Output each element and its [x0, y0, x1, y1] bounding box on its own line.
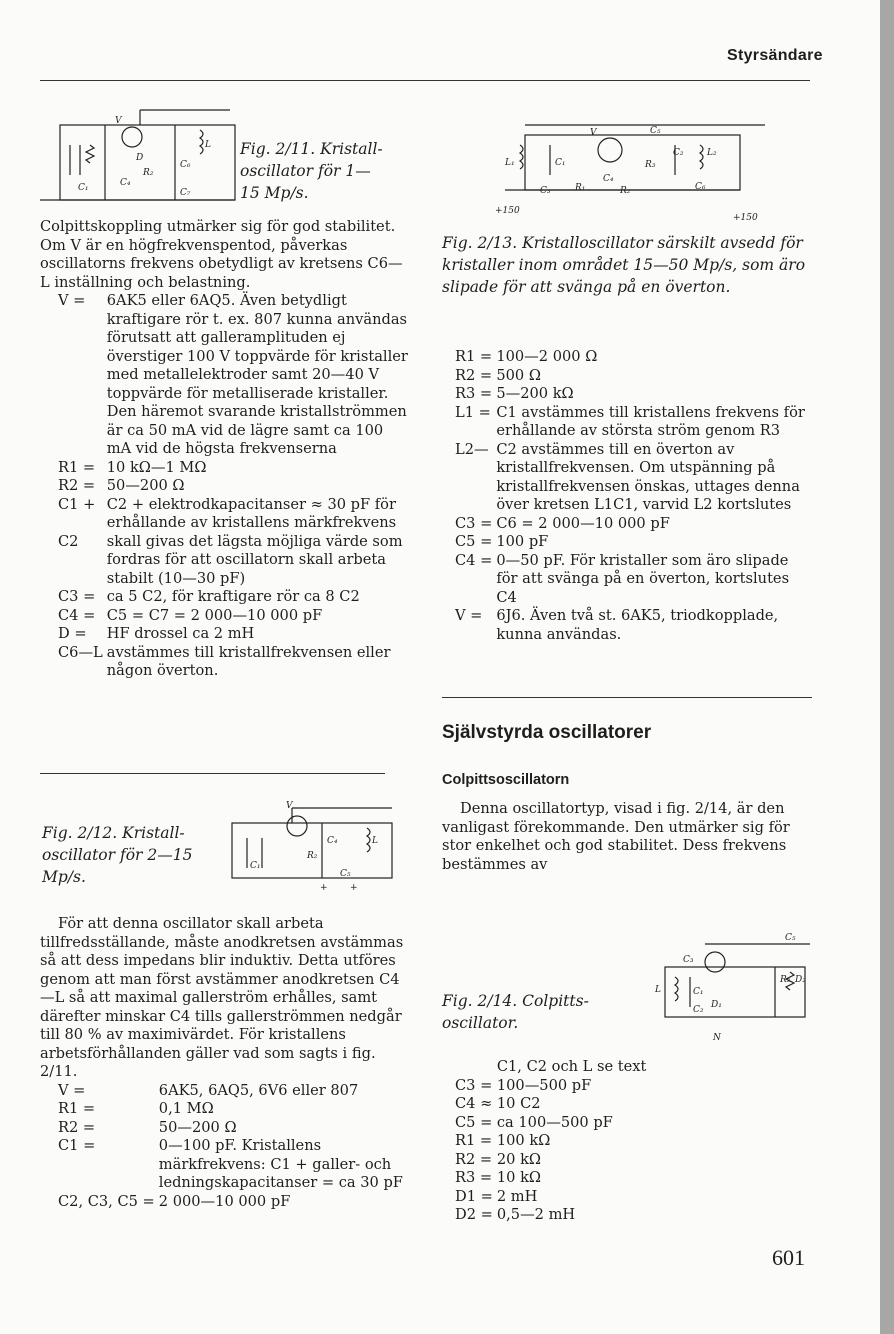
fig-2-12-specs: [58, 1082, 410, 1212]
section-text: [442, 800, 810, 874]
header-rule: [40, 80, 810, 81]
spec-value: 100—500 pF: [496, 1076, 592, 1094]
spec-key: R2 =: [58, 1118, 96, 1136]
svg-text:R₃: R₃: [780, 975, 791, 985]
svg-text:L₂: L₂: [707, 148, 717, 158]
svg-text:C₆: C₆: [695, 182, 706, 192]
schematic-fig-2-12: [222, 798, 402, 893]
spec-value: 0,1 MΩ: [158, 1100, 214, 1117]
fig-2-14-caption: Fig. 2/14. Colpitts- oscillator.: [442, 992, 589, 1032]
spec-value: 2 000—10 000 pF: [158, 1192, 291, 1210]
spec-key: R2 =: [455, 366, 493, 384]
fig-2-11-specs: [58, 292, 410, 681]
spec-value: 10 kΩ: [496, 1169, 542, 1186]
plus-label: +: [350, 883, 358, 893]
section-paragraph: Denna oscillatortyp, visad i fig. 2/14, är den vanligast förekommande. Den utmärker sig för stor enkelhet och god stabilitet. Dess frekvens bestämmes av: [442, 800, 790, 873]
svg-text:D₂: D₂: [795, 975, 806, 985]
spec-value: ca 5 C2, för kraftigare rör ca 8 C2: [106, 588, 360, 605]
svg-text:V: V: [286, 801, 293, 811]
spec-value: 100 kΩ: [496, 1132, 551, 1149]
svg-text:C₁: C₁: [555, 158, 566, 168]
spec-value: 5—200 kΩ: [496, 385, 574, 402]
svg-text:C₃: C₃: [540, 186, 551, 196]
svg-text:C₄: C₄: [603, 174, 614, 184]
spec-key: C1 =: [58, 1137, 96, 1154]
schematic-fig-2-13: [495, 105, 765, 225]
fig-2-12-text: [40, 915, 410, 1211]
spec-value: 50—200 Ω: [158, 1118, 237, 1136]
svg-text:C₄: C₄: [120, 178, 131, 188]
spec-value: 6J6. Även två st. 6AK5, triodkopplade, kunna användas.: [496, 607, 779, 643]
spec-key: R2 =: [455, 1150, 493, 1168]
spec-key: C3 =: [455, 1076, 493, 1094]
running-header: Styrsändare: [727, 47, 823, 64]
spec-value: C5 = C7 = 2 000—10 000 pF: [106, 606, 323, 624]
svg-text:C₁: C₁: [693, 987, 704, 997]
spec-value: avstämmes till kristallfrekvensen eller någon överton.: [106, 643, 391, 679]
spec-value: 50—200 Ω: [106, 477, 185, 494]
fig-2-12-caption: Fig. 2/12. Kristall- oscillator för 2—15 Mp/s.: [42, 824, 193, 886]
fig-2-13-specs: [455, 348, 810, 644]
spec-key: D =: [58, 625, 87, 642]
svg-text:R₂: R₂: [620, 186, 631, 196]
svg-text:C₁: C₁: [78, 183, 89, 193]
spec-key: C2: [58, 532, 79, 550]
fig-2-13-caption: Fig. 2/13. Kristalloscillator särskilt avsedd för kristaller inom området 15—50 Mp/s, som äro slipade för att svänga på en överton.: [442, 234, 806, 296]
spec-key: D1 =: [455, 1187, 493, 1205]
schematic-fig-2-14: [645, 932, 810, 1042]
spec-value: 10 kΩ—1 MΩ: [106, 458, 207, 476]
spec-value: 0,5—2 mH: [496, 1206, 576, 1223]
spec-key: C2, C3, C5 =: [58, 1192, 155, 1210]
spec-key: R1 =: [455, 348, 493, 365]
svg-text:R₂: R₂: [307, 851, 318, 861]
spec-value: 500 Ω: [496, 366, 541, 384]
svg-text:C₅: C₅: [785, 933, 796, 943]
spec-key: C6—L: [58, 643, 103, 661]
spec-key: [455, 1058, 493, 1077]
spec-key: C4 =: [455, 551, 493, 569]
spec-value: 100—2 000 Ω: [496, 348, 598, 365]
spec-value: C2 + elektrodkapacitanser ≈ 30 pF för erhållande av kristallens märkfrekvens: [106, 495, 397, 531]
svg-text:L: L: [372, 836, 378, 846]
spec-key: R1 =: [58, 1100, 96, 1117]
spec-value: 2 mH: [496, 1187, 538, 1205]
svg-text:C₄: C₄: [327, 836, 338, 846]
spec-key: C4 =: [58, 606, 96, 624]
svg-text:N: N: [713, 1033, 721, 1043]
schematic-fig-2-11: [40, 105, 240, 215]
spec-value: 6AK5 eller 6AQ5. Även betydligt kraftigare rör t. ex. 807 kunna användas förutsatt att galleramplituden ej överstiger 100 V toppvärde för kristaller med metallelektroder samt 20—40 V toppvärde för metalliserade kristaller. Den häremot svarande kristallströmmen är ca 50 mA vid de lägre samt ca 100 mA vid de högsta frekvenserna: [106, 292, 408, 457]
svg-text:D: D: [136, 153, 144, 163]
svg-text:V: V: [590, 128, 597, 138]
fig-2-11-paragraph: Colpittskoppling utmärker sig för god stabilitet. Om V är en högfrekvenspentod, påverkas oscillatorns frekvens obetydligt av kretsens C6—L inställning och belastning.: [40, 218, 403, 291]
page-number: 601: [772, 1245, 805, 1270]
spec-key: L2—: [455, 440, 489, 458]
svg-text:L: L: [205, 140, 211, 150]
plus-label: +: [320, 883, 328, 893]
spec-value: 0—50 pF. För kristaller som äro slipade för att svänga på en överton, kortslutes C4: [496, 551, 790, 606]
spec-key: R3 =: [455, 385, 493, 402]
spec-value: C2 avstämmes till en överton av kristallfrekvensen. Om utspänning på kristallfrekvensen önskas, uttages denna över kretsen L1C1, varvid L2 kortslutes: [496, 440, 800, 513]
svg-text:C₅: C₅: [340, 869, 351, 879]
spec-key: L1 =: [455, 403, 491, 421]
spec-key: C4 ≈: [455, 1095, 493, 1112]
fig-2-11-text: [40, 218, 410, 681]
spec-key: C5 =: [455, 1113, 493, 1131]
spec-key: D2 =: [455, 1206, 493, 1223]
svg-text:L₁: L₁: [505, 158, 515, 168]
spec-value: skall givas det lägsta möjliga värde som fordras för att oscillatorn skall arbeta stabilt (10—30 pF): [106, 532, 403, 587]
column-rule: [40, 773, 385, 774]
fig-2-14-text: [455, 1058, 795, 1225]
svg-text:C₆: C₆: [180, 160, 191, 170]
volt-label: +150: [495, 206, 520, 216]
svg-text:C₂: C₂: [673, 148, 684, 158]
spec-value: C1, C2 och L se text: [496, 1058, 647, 1075]
spec-value: 20 kΩ: [496, 1150, 542, 1168]
spec-key: V =: [58, 1081, 86, 1099]
svg-text:L: L: [655, 985, 661, 995]
spec-value: HF drossel ca 2 mH: [106, 625, 255, 642]
spec-key: C5 =: [455, 533, 493, 550]
svg-text:R₃: R₃: [645, 160, 656, 170]
svg-text:C₃: C₃: [683, 955, 694, 965]
fig-2-12-paragraph: För att denna oscillator skall arbeta tillfredsställande, måste anodkretsen avstämmas så att dess impedans blir induktiv. Detta utföres genom att man först avstämmer anodkretsen C4—L så att maximal gallerström erhålles, samt därefter minskar C4 tills gallerströmmen nedgår till 80 % av maximivärdet. För kristallens arbetsförhållanden gäller vad som sagts i fig. 2/11.: [40, 915, 404, 1080]
spec-value: C1 avstämmes till kristallens frekvens för erhållande av största ström genom R3: [496, 403, 805, 439]
svg-text:D₁: D₁: [711, 1000, 722, 1010]
spec-value: C6 = 2 000—10 000 pF: [496, 514, 670, 532]
spec-key: R3 =: [455, 1169, 493, 1186]
spec-key: C1 +: [58, 495, 96, 513]
svg-text:C₂: C₂: [693, 1005, 704, 1015]
column-rule: [442, 697, 812, 698]
spec-key: C3 =: [455, 514, 493, 532]
fig-2-14-specs: [455, 1058, 795, 1225]
spec-value: 10 C2: [496, 1095, 541, 1112]
page-edge: [880, 0, 894, 1334]
spec-key: R1 =: [58, 458, 96, 476]
section-subheading: Colpittsoscillatorn: [442, 772, 570, 788]
fig-2-13-text: [455, 348, 810, 644]
section-heading: Självstyrda oscillatorer: [442, 722, 652, 743]
spec-key: R2 =: [58, 477, 96, 494]
spec-value: 0—100 pF. Kristallens märkfrekvens: C1 + galler- och ledningskapacitanser = ca 30 pF: [158, 1137, 403, 1191]
spec-key: R1 =: [455, 1132, 493, 1149]
spec-value: ca 100—500 pF: [496, 1113, 613, 1131]
svg-text:C₅: C₅: [650, 126, 661, 136]
svg-text:R₂: R₂: [143, 168, 154, 178]
svg-text:C₇: C₇: [180, 188, 191, 198]
spec-key: V =: [455, 607, 483, 624]
spec-key: C3 =: [58, 588, 96, 605]
spec-key: V =: [58, 292, 86, 309]
svg-text:V: V: [115, 116, 122, 126]
svg-text:R₁: R₁: [575, 183, 586, 193]
fig-2-11-caption: Fig. 2/11. Kristall- oscillator för 1—15 Mp/s.: [240, 140, 383, 202]
spec-value: 6AK5, 6AQ5, 6V6 eller 807: [158, 1081, 359, 1099]
spec-value: 100 pF: [496, 533, 549, 550]
svg-text:C₁: C₁: [250, 861, 261, 871]
volt-label: +150: [733, 213, 758, 223]
